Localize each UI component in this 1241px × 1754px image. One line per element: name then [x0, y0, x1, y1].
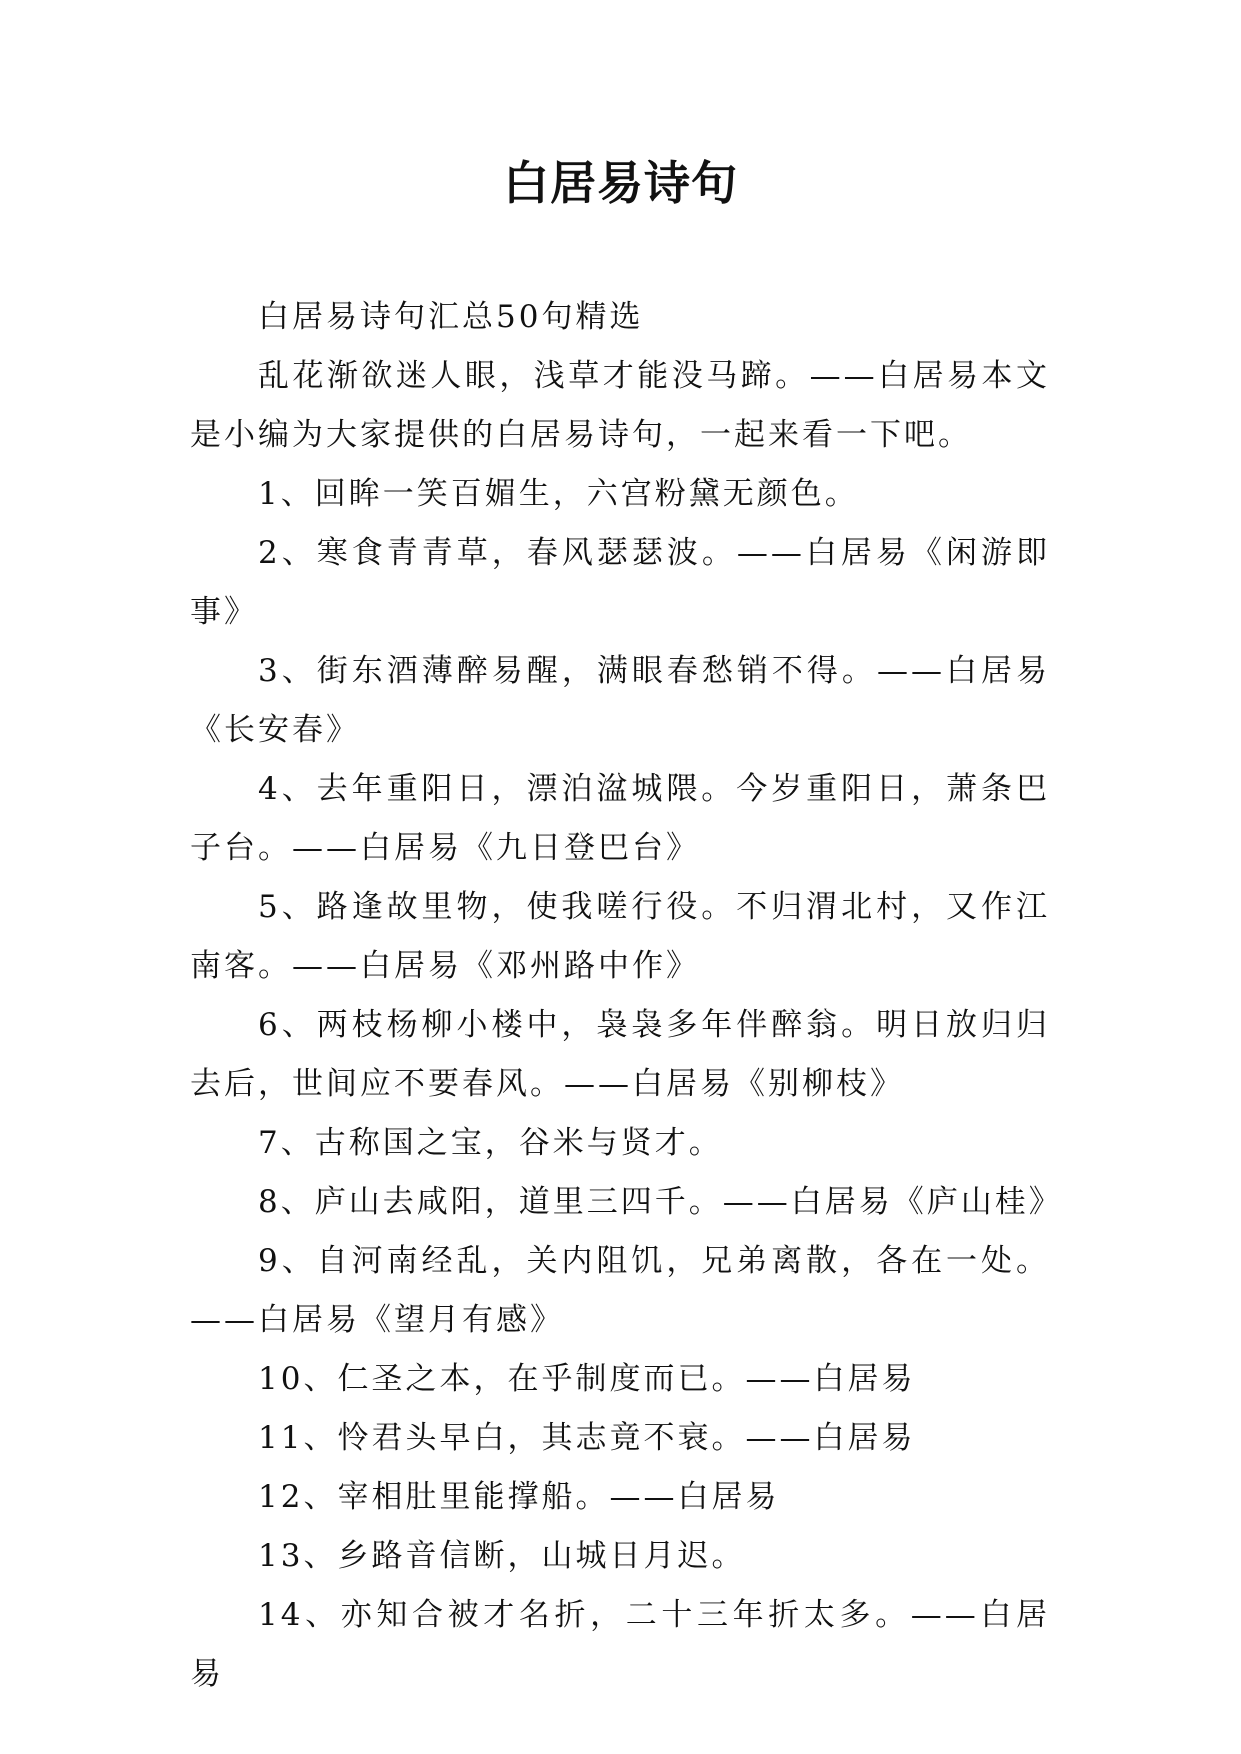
list-item: 8、庐山去咸阳，道里三四千。——白居易《庐山桂》: [258, 1184, 1063, 1220]
list-item: 5、路逢故里物，使我嗟行役。不归渭北村，又作江南客。——白居易《邓州路中作》: [190, 889, 1050, 984]
list-item: 1、回眸一笑百媚生，六宫粉黛无颜色。: [258, 476, 859, 512]
paragraph-intro: 白居易诗句汇总50句精选: [258, 299, 644, 335]
list-item: 6、两枝杨柳小楼中，袅袅多年伴醉翁。明日放归归去后，世间应不要春风。——白居易《别柳枝》: [190, 1007, 1050, 1102]
list-item: 3、街东酒薄醉易醒，满眼春愁销不得。——白居易《长安春》: [190, 653, 1050, 748]
list-item: 4、去年重阳日，漂泊湓城隈。今岁重阳日，萧条巴子台。——白居易《九日登巴台》: [190, 771, 1050, 866]
list-item: 14、亦知合被才名折，二十三年折太多。——白居易: [190, 1597, 1050, 1692]
list-item: 2、寒食青青草，春风瑟瑟波。——白居易《闲游即事》: [190, 535, 1050, 630]
list-item: 10、仁圣之本，在乎制度而已。——白居易: [258, 1361, 916, 1397]
list-item: 7、古称国之宝，谷米与贤才。: [258, 1125, 723, 1161]
document-title: 白居易诗句: [503, 156, 738, 210]
paragraph: 乱花渐欲迷人眼，浅草才能没马蹄。——白居易本文是小编为大家提供的白居易诗句，一起来看一下吧。: [190, 358, 1050, 453]
document-body: [190, 288, 1063, 1704]
list-item: 11、怜君头早白，其志竟不衰。——白居易: [258, 1420, 916, 1456]
list-item: 12、宰相肚里能撑船。——白居易: [258, 1479, 780, 1515]
list-item: 13、乡路音信断，山城日月迟。: [258, 1538, 746, 1574]
list-item: 9、自河南经乱，关内阻饥，兄弟离散，各在一处。——白居易《望月有感》: [190, 1243, 1050, 1338]
